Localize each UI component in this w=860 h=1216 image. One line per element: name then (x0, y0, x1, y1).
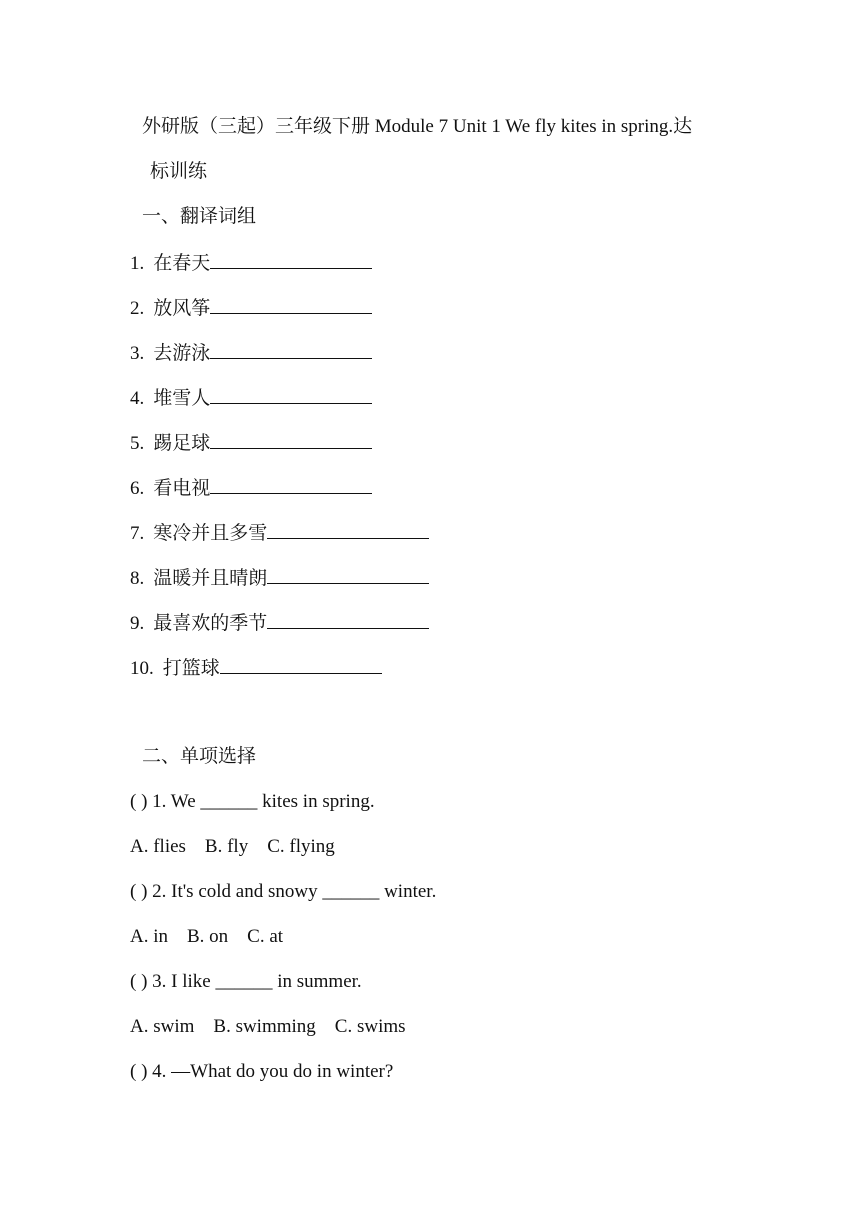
item-text: 最喜欢的季节 (153, 613, 268, 634)
answer-blank[interactable] (267, 610, 429, 629)
item-number: 7. (130, 523, 145, 544)
question-line: ( ) 3. I like ______ in summer. (130, 971, 362, 992)
item-number: 4. (130, 388, 145, 409)
question-line: ( ) 1. We ______ kites in spring. (130, 791, 375, 812)
answer-blank[interactable] (210, 295, 372, 314)
answer-blank[interactable] (267, 565, 429, 584)
item-number: 1. (130, 253, 145, 274)
answer-blank[interactable] (210, 250, 372, 269)
item-text: 在春天 (153, 253, 211, 274)
answer-blank[interactable] (210, 385, 372, 404)
item-number: 6. (130, 478, 145, 499)
worksheet-title-line-2: 标训练 (150, 161, 208, 182)
options-line: A. flies B. fly C. flying (130, 836, 335, 857)
item-number: 3. (130, 343, 145, 364)
item-number: 5. (130, 433, 145, 454)
item-number: 9. (130, 613, 145, 634)
item-number: 10. (130, 658, 154, 679)
translation-item (130, 430, 372, 456)
section-2-heading: 二、单项选择 (142, 746, 257, 767)
answer-blank[interactable] (220, 655, 382, 674)
item-text: 打篮球 (162, 658, 220, 679)
section-1-heading: 一、翻译词组 (142, 206, 257, 227)
translation-item (130, 475, 372, 501)
item-number: 2. (130, 298, 145, 319)
answer-blank[interactable] (210, 430, 372, 449)
answer-blank[interactable] (267, 520, 429, 539)
item-text: 看电视 (153, 478, 211, 499)
translation-item (130, 565, 429, 591)
translation-item (130, 385, 372, 411)
translation-item (130, 655, 382, 681)
item-text: 堆雪人 (153, 388, 211, 409)
question-line: ( ) 4. —What do you do in winter? (130, 1061, 394, 1082)
answer-blank[interactable] (210, 475, 372, 494)
worksheet-title-line-1: 外研版（三起）三年级下册 Module 7 Unit 1 We fly kites in spring.达 (142, 116, 693, 137)
item-number: 8. (130, 568, 145, 589)
item-text: 去游泳 (153, 343, 211, 364)
item-text: 温暖并且晴朗 (153, 568, 268, 589)
question-line: ( ) 2. It's cold and snowy ______ winter. (130, 881, 437, 902)
options-line: A. swim B. swimming C. swims (130, 1016, 406, 1037)
translation-item (130, 520, 429, 546)
translation-item (130, 295, 372, 321)
translation-item (130, 340, 372, 366)
item-text: 放风筝 (153, 298, 211, 319)
item-text: 寒冷并且多雪 (153, 523, 268, 544)
answer-blank[interactable] (210, 340, 372, 359)
translation-item (130, 610, 429, 636)
item-text: 踢足球 (153, 433, 211, 454)
translation-item (130, 250, 372, 276)
options-line: A. in B. on C. at (130, 926, 284, 947)
